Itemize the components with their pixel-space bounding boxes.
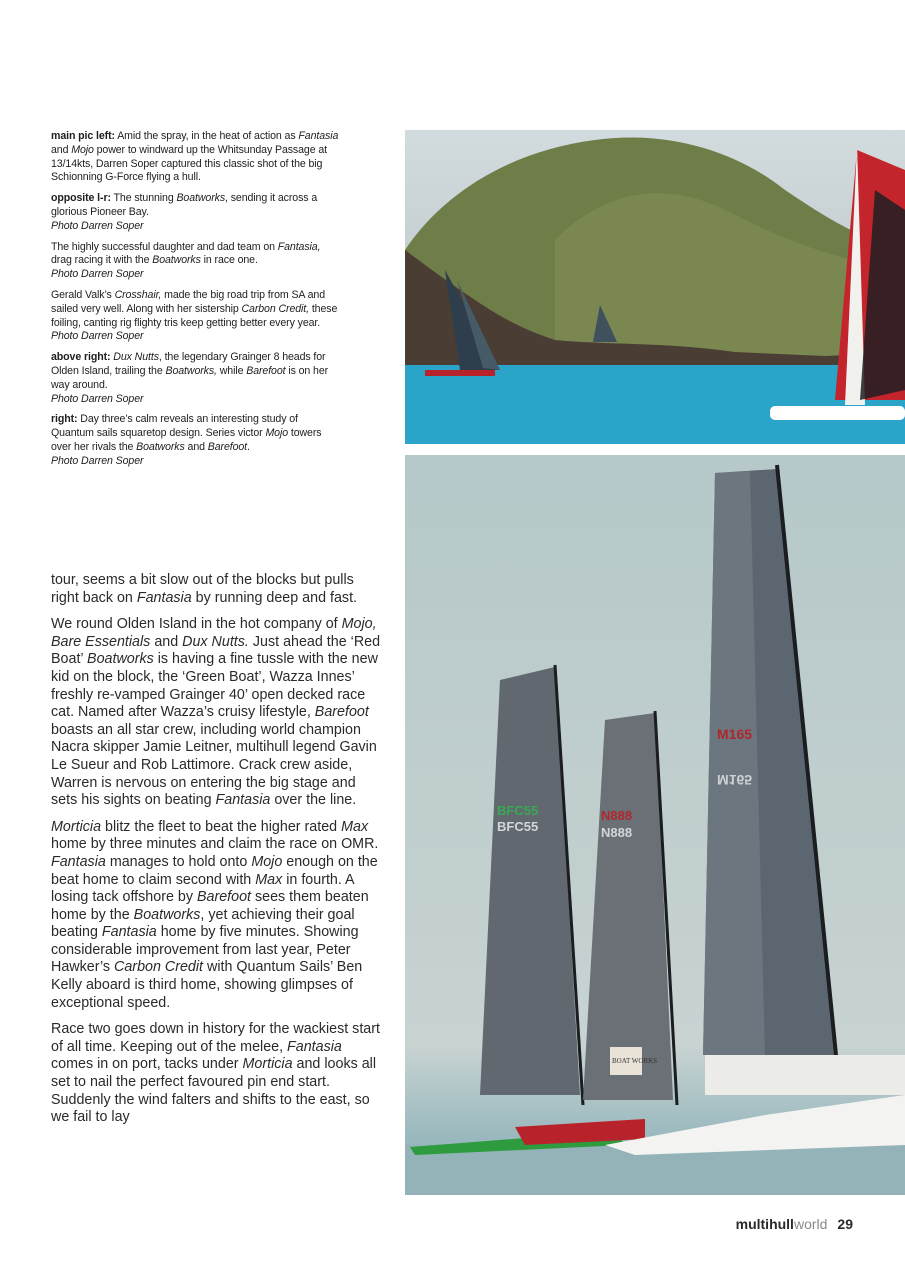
- text-run: and looks all set to nail the perfect favoured pin end start. Suddenly the wind falters and shifts to the east, so we fail to lay: [51, 1056, 377, 1126]
- photo-credit: Photo Darren Soper: [51, 392, 144, 405]
- text-run: Fantasia: [101, 924, 157, 941]
- text-run: Barefoot: [314, 704, 369, 721]
- text-run: comes in on port, tacks under: [51, 1056, 243, 1073]
- caption: [51, 192, 341, 233]
- text-run: Max: [255, 871, 283, 888]
- photo-credit: Photo Darren Soper: [51, 454, 144, 467]
- caption-lead: above right:: [51, 351, 111, 364]
- sail-number: BFC55: [497, 819, 539, 834]
- text-run: while: [216, 364, 247, 377]
- text-run: Photo Darren Soper: [51, 330, 144, 343]
- text-run: in fourth. A losing tack offshore by: [51, 871, 354, 906]
- caption: [51, 130, 341, 185]
- text-run: Just ahead the ‘Red Boat’: [51, 633, 381, 668]
- caption-lead: opposite l-r:: [51, 192, 111, 205]
- text-run: Carbon Credit: [114, 959, 204, 976]
- text-run: Barefoot: [246, 364, 286, 377]
- text-run: manages to hold onto: [105, 853, 252, 870]
- text-run: made the big road trip from SA and sailed very well. Along with her sistership: [51, 288, 326, 315]
- text-run: is having a fine tussle with the new kid on the block, the ‘Green Boat’, Wazza Innes’ freshly re-vamped Grainger 40’ open decked race cat. Named after Wazza’s cruisy lifestyle,: [51, 651, 378, 721]
- photo-squaretop-sails: [405, 455, 905, 1195]
- text-run: blitz the fleet to beat the higher rated: [101, 818, 342, 835]
- body-paragraph: [51, 1021, 381, 1127]
- text-run: drag racing it with the: [51, 254, 153, 267]
- page-number: 29: [837, 1216, 853, 1232]
- photo-whitsunday-race: [405, 130, 905, 444]
- text-run: these foiling, canting rig flighty tris keep getting better every year.: [51, 302, 338, 329]
- caption-lead: right:: [51, 413, 78, 426]
- text-run: power to windward up the Whitsunday Passage at 13/14kts, Darren Soper captured this classic shot of the big Schionning G-Force flying a hull.: [51, 143, 327, 184]
- text-run: Mojo: [71, 143, 94, 156]
- hull-white: [605, 1095, 905, 1155]
- text-run: tour, seems a bit slow out of the blocks but pulls right back on: [51, 572, 354, 606]
- sail-barefoot: [480, 665, 583, 1105]
- text-run: with Quantum Sails’ Ben Kelly aboard is third home, showing glimpses of exceptional speed.: [51, 959, 363, 1011]
- text-run: Boatworks: [176, 192, 226, 205]
- body-paragraph: [51, 572, 381, 607]
- text-run: is on her way around.: [51, 364, 329, 391]
- caption-lead: main pic left:: [51, 130, 115, 142]
- text-run: , the legendary Grainger 8 heads for Olden Island, trailing the: [51, 351, 326, 377]
- sail-number: M165: [717, 726, 753, 742]
- text-run: Gerald Valk’s: [51, 288, 115, 301]
- text-run: Fantasia: [136, 589, 192, 606]
- sail-number: BFC55: [497, 803, 539, 818]
- caption: [51, 289, 341, 344]
- text-run: Race two goes down in history for the wackiest start of all time. Keeping out of the melee,: [51, 1021, 380, 1055]
- text-run: Fantasia: [51, 853, 106, 870]
- text-run: Mojo: [265, 427, 289, 440]
- magazine-name-bold: multihull: [735, 1216, 794, 1232]
- photo-credit: Photo Darren Soper: [51, 268, 144, 281]
- caption: [51, 351, 341, 406]
- article-body: [51, 572, 381, 1136]
- text-run: towers over her rivals the: [51, 427, 322, 453]
- text-run: We round Olden Island in the hot company of: [51, 616, 342, 633]
- page-footer: [736, 1216, 853, 1232]
- boatworks-logo: BOAT WORKS: [612, 1057, 658, 1065]
- text-run: , yet achieving their goal beating: [51, 906, 355, 941]
- text-run: Morticia: [51, 818, 102, 835]
- text-run: and: [150, 633, 183, 650]
- text-run: The stunning: [110, 192, 177, 205]
- text-run: Amid the spray, in the heat of action as: [114, 130, 299, 142]
- text-run: , sending it across a glorious Pioneer Bay.: [51, 192, 318, 218]
- text-run: Boatworks: [133, 906, 201, 923]
- sail-number: N888: [601, 825, 633, 840]
- photo-credit: Photo Darren Soper: [51, 219, 144, 232]
- text-run: in race one.: [200, 254, 258, 267]
- text-run: Fantasia: [215, 792, 271, 809]
- text-run: Crosshair,: [114, 288, 162, 301]
- text-run: Barefoot: [207, 440, 248, 453]
- text-run: Mojo, Bare Essentials: [51, 616, 377, 650]
- text-run: by running deep and fast.: [191, 589, 358, 606]
- sail-boatworks: [583, 711, 677, 1105]
- text-run: The highly successful daughter and dad team on: [51, 240, 278, 253]
- text-run: Boatworks: [152, 254, 201, 267]
- text-run: over the line.: [270, 792, 357, 809]
- text-run: Dux Nutts.: [182, 633, 249, 650]
- text-run: Boatworks,: [165, 364, 217, 377]
- body-paragraph: [51, 616, 381, 810]
- text-run: Dux Nutts: [113, 351, 159, 364]
- text-run: Mojo: [251, 853, 283, 870]
- text-run: Morticia: [242, 1056, 293, 1073]
- text-run: home by five minutes. Showing considerable improvement from last year, Peter Hawker’s: [51, 924, 359, 976]
- text-run: home by three minutes and claim the race on OMR.: [51, 836, 379, 853]
- sail-number: M165: [717, 772, 753, 788]
- text-run: Fantasia,: [277, 240, 321, 253]
- body-paragraph: [51, 819, 381, 1013]
- magazine-name-light: world: [793, 1216, 828, 1232]
- text-run: Fantasia: [298, 130, 339, 142]
- text-run: Carbon Credit,: [241, 302, 309, 315]
- sail-mojo: [703, 465, 837, 1065]
- text-run: Boatworks: [87, 651, 154, 668]
- photo-captions: [51, 130, 341, 476]
- text-run: Barefoot: [196, 889, 252, 906]
- text-run: Max: [341, 818, 369, 835]
- sail-number: N888: [601, 808, 633, 823]
- text-run: and: [51, 143, 72, 156]
- text-run: and: [184, 440, 208, 453]
- text-run: .: [247, 440, 250, 453]
- text-run: sees them beaten home by the: [51, 889, 369, 923]
- text-run: enough on the beat home to claim second with: [51, 853, 378, 888]
- text-run: boasts an all star crew, including world champion Nacra skipper Jamie Leitner, multihull legend Gavin Le Sueur and Rob Lattimore. Crack crew aside, Warren is nervous on entering the big stage and sets his sights on beating: [51, 721, 377, 809]
- text-run: Fantasia: [287, 1038, 342, 1055]
- text-run: Boatworks: [136, 440, 185, 453]
- caption: [51, 413, 341, 468]
- caption: [51, 241, 341, 282]
- text-run: Day three’s calm reveals an interesting study of Quantum sails squaretop design. Series victor: [51, 413, 298, 440]
